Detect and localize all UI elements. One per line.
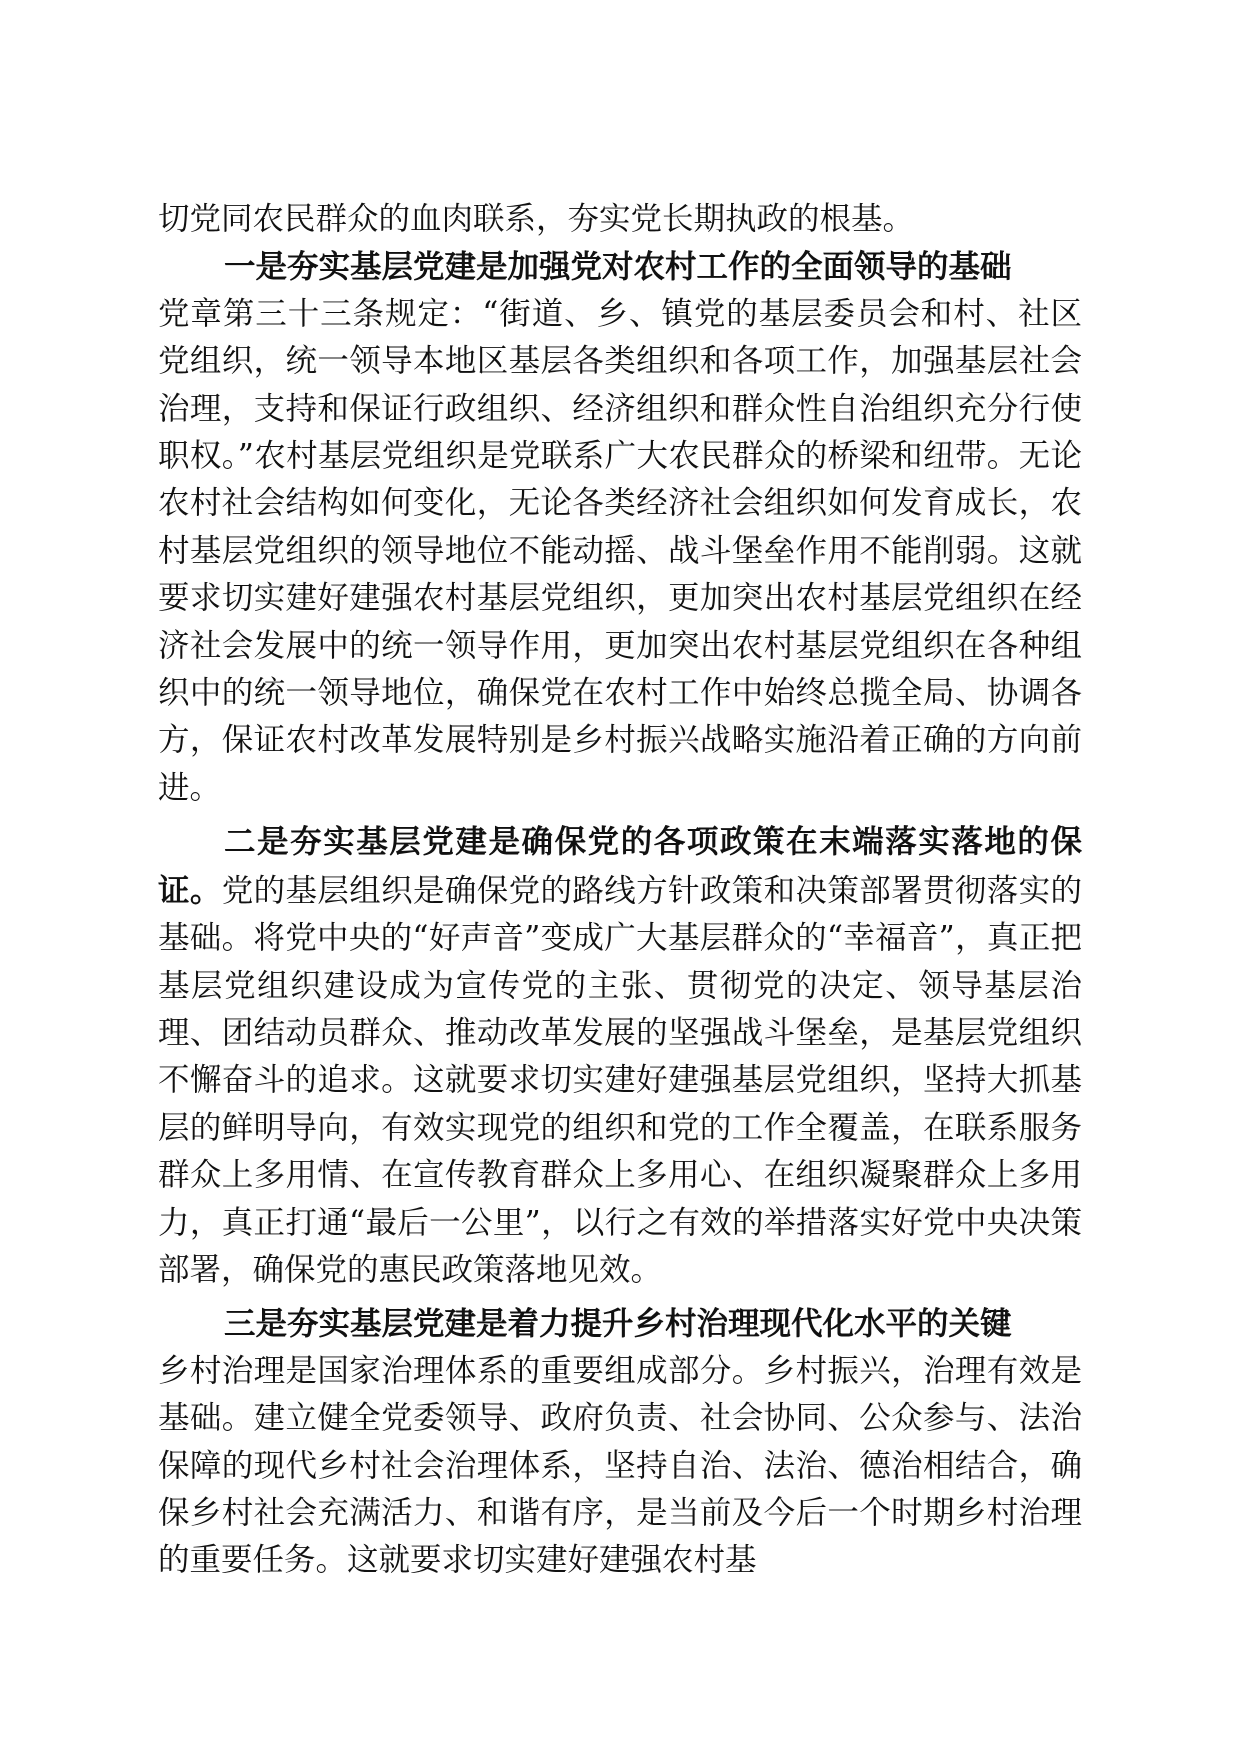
section-2-heading: 二是夯实基层党建是确保党的各项政策在末端落实落地的保证。 — [158, 823, 1082, 909]
section-3-heading: 三是夯实基层党建是着力提升乡村治理现代化水平的关键 — [224, 1305, 1012, 1343]
section-2-paragraph — [158, 818, 1082, 1294]
opening-paragraph: 切党同农民群众的血肉联系，夯实党长期执政的根基。 — [158, 201, 915, 237]
section-1-body: 党章第三十三条规定：“街道、乡、镇党的基层委员会和村、社区党组织，统一领导本地区基层各类组织和各项工作，加强基层社会治理，支持和保证行政组织、经济组织和群众性自治组织充分行使职权。”农村基层党组织是党联系广大农民群众的桥梁和纽带。无论农村社会结构如何变化，无论各类经济社会组织如何发育成长，农村基层党组织的领导地位不能动摇、战斗堡垒作用不能削弱。这就要求切实建好建强农村基层党组织，更加突出农村基层党组织在经济社会发展中的统一领导作用，更加突出农村基层党组织在各种组织中的统一领导地位，确保党在农村工作中始终总揽全局、协调各方，保证农村改革发展特别是乡村振兴战略实施沿着正确的方向前进。 — [158, 295, 1082, 806]
document-page — [158, 196, 1082, 1585]
section-3-body: 乡村治理是国家治理体系的重要组成部分。乡村振兴，治理有效是基础。建立健全党委领导、政府负责、社会协同、公众参与、法治保障的现代乡村社会治理体系，坚持自治、法治、德治相结合，确保乡村社会充满活力、和谐有序，是当前及今后一个时期乡村治理的重要任务。这就要求切实建好建强农村基 — [158, 1352, 1082, 1579]
section-2-body: 党的基层组织是确保党的路线方针政策和决策部署贯彻落实的基础。将党中央的“好声音”变成广大基层群众的“幸福音”，真正把基层党组织建设成为宣传党的主张、贯彻党的决定、领导基层治理、团结动员群众、推动改革发展的坚强战斗堡垒，是基层党组织不懈奋斗的追求。这就要求切实建好建强基层党组织，坚持大抓基层的鲜明导向，有效实现党的组织和党的工作全覆盖，在联系服务群众上多用情、在宣传教育群众上多用心、在组织凝聚群众上多用力，真正打通“最后一公里”，以行之有效的举措落实好党中央决策部署，确保党的惠民政策落地见效。 — [158, 872, 1082, 1288]
section-1-heading: 一是夯实基层党建是加强党对农村工作的全面领导的基础 — [224, 248, 1012, 286]
